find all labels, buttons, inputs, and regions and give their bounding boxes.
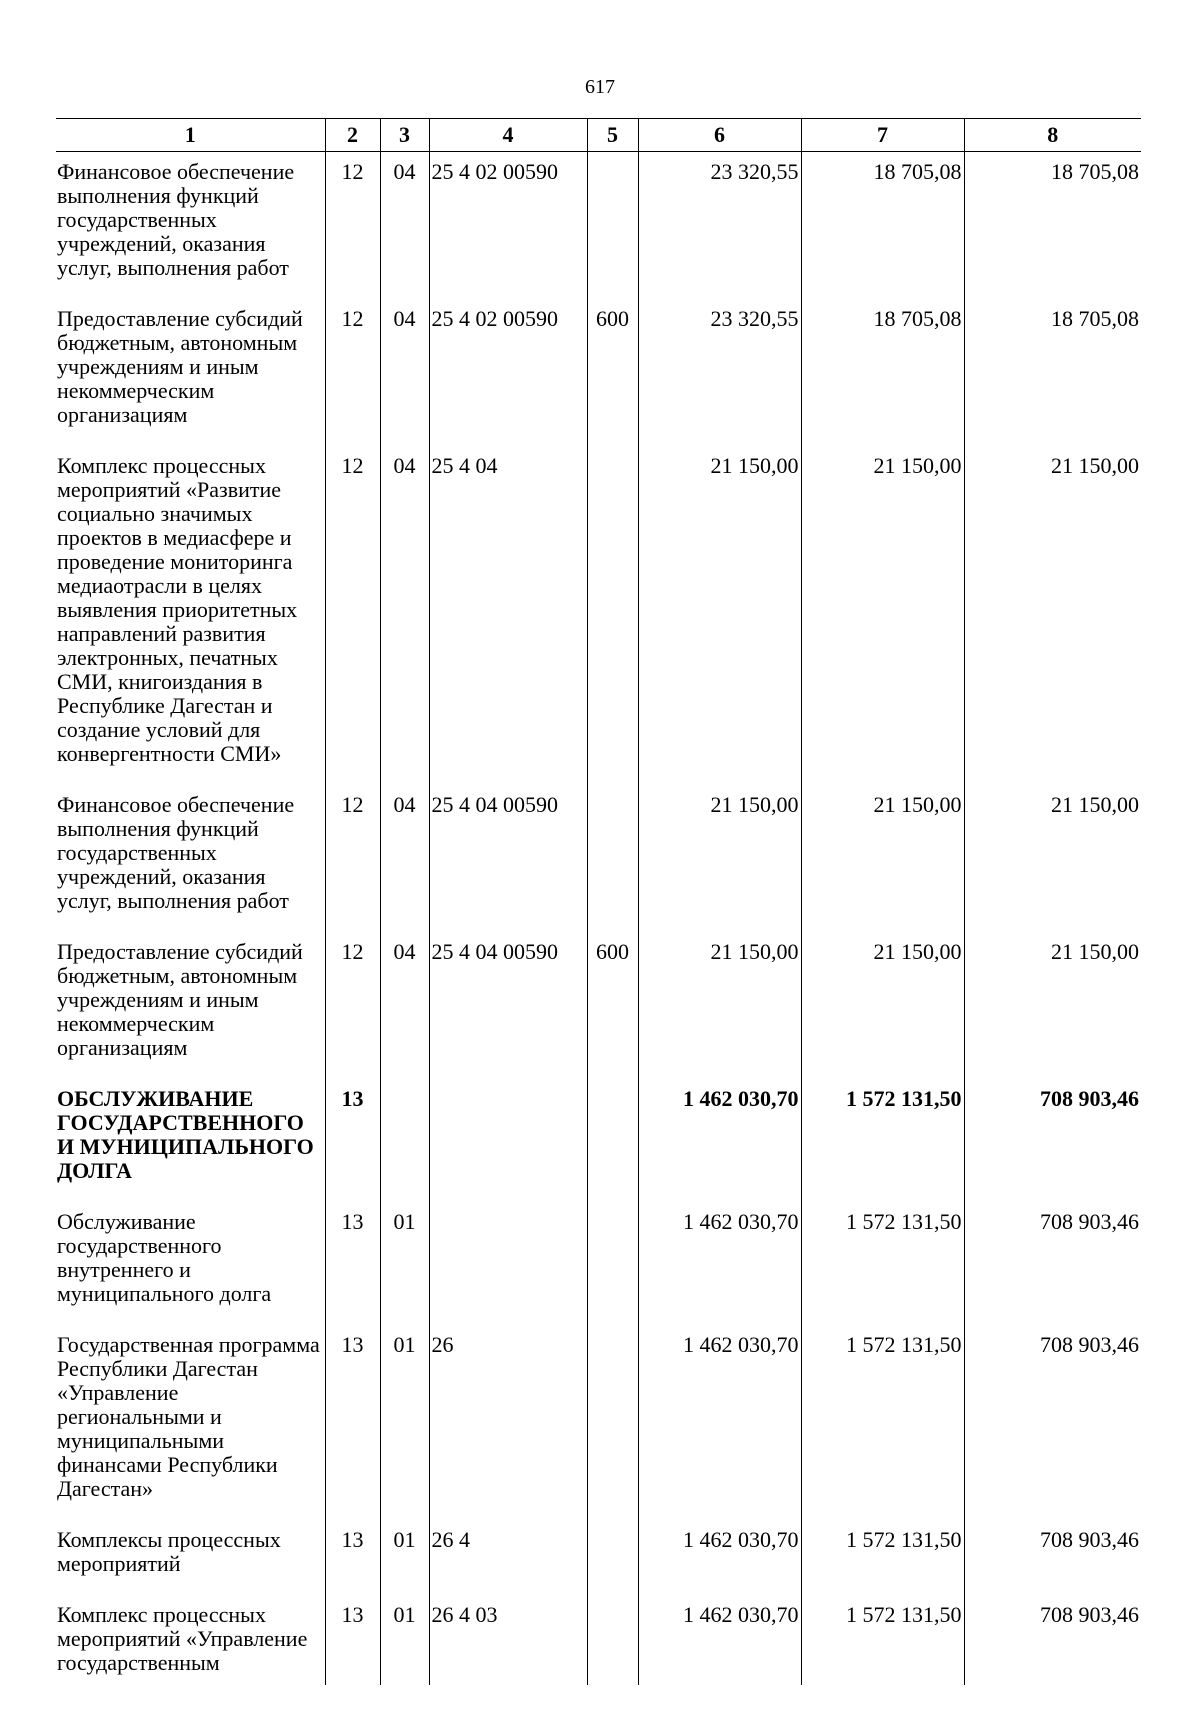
cell-col-5 (587, 152, 638, 300)
cell-name: Предоставление субсидий бюджетным, автономным учреждениям и иным некоммерческим организациям (56, 932, 325, 1079)
cell-col-7: 1 572 131,50 (801, 1595, 964, 1685)
table-row (56, 1595, 1141, 1685)
cell-col-6: 1 462 030,70 (638, 1202, 801, 1325)
cell-col-8: 18 705,08 (1051, 159, 1139, 184)
cell-col-7: 1 572 131,50 (801, 1079, 964, 1202)
header-col-4: 4 (429, 119, 587, 152)
cell-col-4 (429, 1202, 587, 1325)
cell-col-4: 26 (429, 1325, 587, 1520)
cell-name: Финансовое обеспечение выполнения функций государственных учреждений, оказания услуг, выполнения работ (56, 152, 325, 300)
cell-name: ОБСЛУЖИВАНИЕ ГОСУДАРСТВЕННОГО И МУНИЦИПАЛЬНОГО ДОЛГА (56, 1079, 325, 1202)
budget-table (56, 118, 1141, 1685)
cell-col-5 (587, 785, 638, 932)
cell-col-6: 1 462 030,70 (638, 1520, 801, 1595)
cell-col-2: 12 (325, 932, 380, 1079)
cell-col-3: 04 (380, 785, 429, 932)
table-row (56, 1325, 1141, 1520)
table-row (56, 299, 1141, 446)
cell-col-3 (380, 1079, 429, 1202)
cell-col-5 (587, 1079, 638, 1202)
header-col-3: 3 (380, 119, 429, 152)
cell-col-2: 13 (325, 1079, 380, 1202)
cell-col-3: 04 (380, 932, 429, 1079)
cell-col-5 (587, 1202, 638, 1325)
cell-col-2: 12 (325, 785, 380, 932)
header-row (56, 119, 1141, 152)
cell-col-4: 25 4 04 00590 (429, 932, 587, 1079)
cell-col-8: 708 903,46 (1040, 1332, 1139, 1357)
cell-col-8: 708 903,46 (1040, 1086, 1139, 1111)
cell-col-6: 23 320,55 (638, 299, 801, 446)
cell-col-7: 1 572 131,50 (801, 1520, 964, 1595)
cell-col-8: 708 903,46 (1040, 1527, 1139, 1552)
cell-name: Предоставление субсидий бюджетным, автономным учреждениям и иным некоммерческим организациям (56, 299, 325, 446)
cell-col-5: 600 (587, 932, 638, 1079)
cell-col-4: 25 4 04 (429, 446, 587, 785)
cell-col-7: 18 705,08 (801, 152, 964, 300)
cell-col-7: 18 705,08 (801, 299, 964, 446)
cell-col-8: 708 903,46 (1040, 1602, 1139, 1627)
cell-col-4: 25 4 04 00590 (429, 785, 587, 932)
cell-col-6: 1 462 030,70 (638, 1595, 801, 1685)
cell-col-3: 04 (380, 299, 429, 446)
cell-col-5 (587, 446, 638, 785)
header-col-1: 1 (56, 119, 325, 152)
cell-col-2: 12 (325, 152, 380, 300)
table-row (56, 1202, 1141, 1325)
cell-name: Финансовое обеспечение выполнения функций государственных учреждений, оказания услуг, выполнения работ (56, 785, 325, 932)
cell-col-5 (587, 1520, 638, 1595)
cell-col-2: 13 (325, 1202, 380, 1325)
cell-col-4: 25 4 02 00590 (429, 152, 587, 300)
cell-col-6: 21 150,00 (638, 932, 801, 1079)
cell-col-6: 21 150,00 (638, 446, 801, 785)
cell-col-2: 12 (325, 446, 380, 785)
cell-col-6: 23 320,55 (638, 152, 801, 300)
cell-name: Комплекс процессных мероприятий «Развитие социально значимых проектов в медиасфере и проведение мониторинга медиаотрасли в целях выявления приоритетных направлений развития электронных, печатных СМИ, книгоиздания в Республике Дагестан и создание условий для конвергентности СМИ» (56, 446, 325, 785)
cell-name: Государственная программа Республики Дагестан «Управление региональными и муниципальными финансами Республики Дагестан» (56, 1325, 325, 1520)
cell-col-2: 13 (325, 1520, 380, 1595)
cell-col-3: 04 (380, 152, 429, 300)
cell-col-7: 1 572 131,50 (801, 1325, 964, 1520)
cell-col-5: 600 (587, 299, 638, 446)
cell-col-3: 01 (380, 1202, 429, 1325)
cell-col-3: 01 (380, 1325, 429, 1520)
cell-col-8: 708 903,46 (1040, 1209, 1139, 1234)
header-col-5: 5 (587, 119, 638, 152)
cell-col-8: 21 150,00 (1051, 792, 1139, 817)
cell-col-5 (587, 1325, 638, 1520)
cell-col-4: 26 4 03 (429, 1595, 587, 1685)
cell-col-6: 1 462 030,70 (638, 1325, 801, 1520)
cell-col-6: 21 150,00 (638, 785, 801, 932)
table-row (56, 446, 1141, 785)
cell-col-4: 25 4 02 00590 (429, 299, 587, 446)
cell-col-7: 1 572 131,50 (801, 1202, 964, 1325)
cell-col-8: 21 150,00 (1051, 939, 1139, 964)
table-row (56, 785, 1141, 932)
header-col-7: 7 (801, 119, 964, 152)
page-number: 617 (585, 76, 615, 98)
cell-col-8: 21 150,00 (1051, 453, 1139, 478)
header-col-8: 8 (964, 119, 1141, 152)
cell-col-3: 04 (380, 446, 429, 785)
table-row (56, 1520, 1141, 1595)
cell-col-5 (587, 1595, 638, 1685)
cell-col-4 (429, 1079, 587, 1202)
cell-col-3: 01 (380, 1520, 429, 1595)
cell-name: Комплекс процессных мероприятий «Управление государственным (56, 1595, 325, 1685)
cell-col-2: 12 (325, 299, 380, 446)
cell-col-4: 26 4 (429, 1520, 587, 1595)
header-col-2: 2 (325, 119, 380, 152)
cell-col-8: 18 705,08 (1051, 306, 1139, 331)
table-row (56, 932, 1141, 1079)
cell-name: Комплексы процессных мероприятий (56, 1520, 325, 1595)
cell-col-7: 21 150,00 (801, 932, 964, 1079)
cell-col-2: 13 (325, 1325, 380, 1520)
table-row (56, 152, 1141, 300)
cell-col-2: 13 (325, 1595, 380, 1685)
cell-col-7: 21 150,00 (801, 446, 964, 785)
cell-col-6: 1 462 030,70 (638, 1079, 801, 1202)
cell-col-3: 01 (380, 1595, 429, 1685)
cell-col-7: 21 150,00 (801, 785, 964, 932)
cell-name: Обслуживание государственного внутреннего и муниципального долга (56, 1202, 325, 1325)
table-row (56, 1079, 1141, 1202)
header-col-6: 6 (638, 119, 801, 152)
